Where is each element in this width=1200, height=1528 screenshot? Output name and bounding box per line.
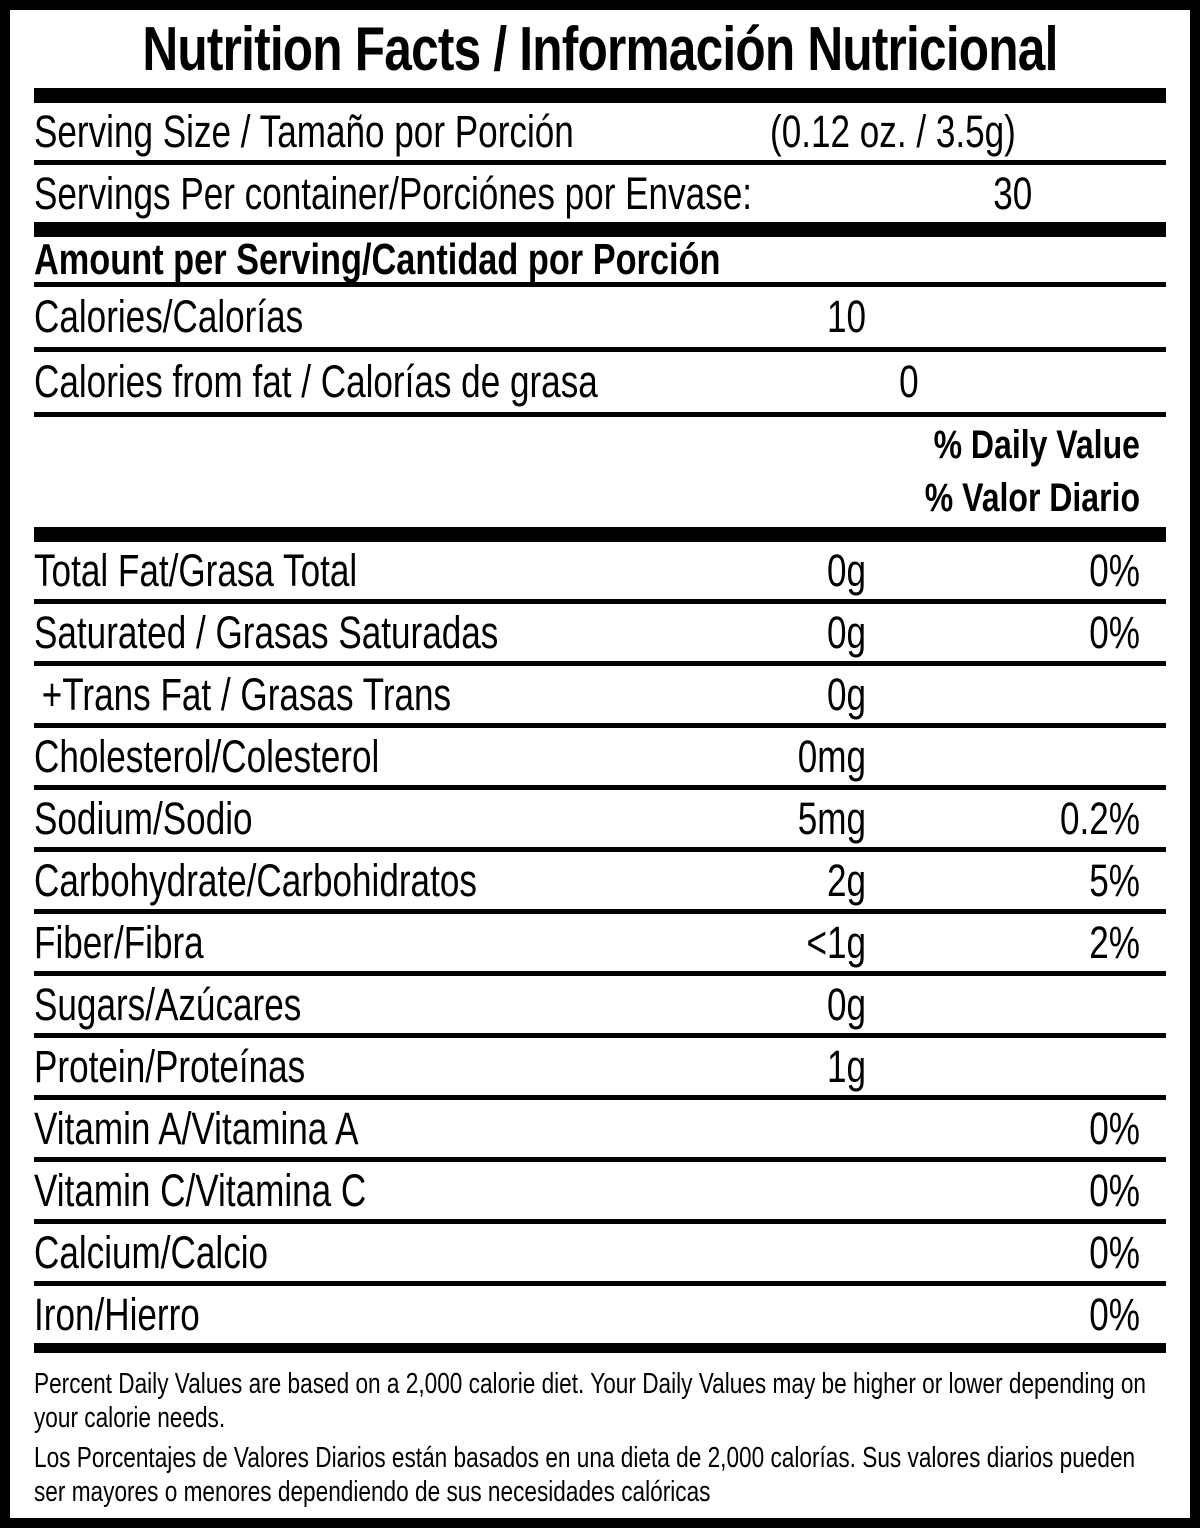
label-title: Nutrition Facts / Información Nutricional xyxy=(142,14,1058,84)
divider-bar-daily-value xyxy=(34,527,1166,542)
table-row xyxy=(34,666,1166,728)
serving-size-value: (0.12 oz. / 3.5g) xyxy=(770,105,1016,157)
nutrient-amount: 5mg xyxy=(797,792,866,844)
label-body xyxy=(10,88,1190,1509)
nutrient-label: Fiber/Fibra xyxy=(34,916,204,968)
table-row xyxy=(34,1100,1166,1162)
table-row xyxy=(34,852,1166,914)
daily-value-heading xyxy=(34,417,1166,527)
divider-bar-footnote xyxy=(34,1343,1166,1353)
nutrient-daily-value: 5% xyxy=(1089,854,1140,906)
nutrient-label: Sugars/Azúcares xyxy=(34,978,302,1030)
nutrient-amount: 0mg xyxy=(797,730,866,782)
nutrient-label: Protein/Proteínas xyxy=(34,1040,306,1092)
nutrient-daily-value: 0% xyxy=(1089,1288,1140,1340)
daily-value-heading-es: % Valor Diario xyxy=(924,476,1140,520)
calories-value: 10 xyxy=(826,291,866,342)
nutrient-amount: 0g xyxy=(826,978,866,1030)
serving-size-label: Serving Size / Tamaño por Porción xyxy=(34,105,574,157)
calories-label: Calories/Calorías xyxy=(34,291,304,342)
nutrient-daily-value: 0% xyxy=(1089,1164,1140,1216)
footnote-text xyxy=(34,1367,1167,1509)
footnote-es: Los Porcentajes de Valores Diarios están basados en una dieta de 2,000 calorías. Sus valores diarios pueden ser mayores o menores dependiendo de sus necesidades calóricas xyxy=(34,1442,1136,1508)
nutrient-label: Sodium/Sodio xyxy=(34,792,253,844)
nutrient-label: Total Fat/Grasa Total xyxy=(34,544,358,596)
nutrient-amount: 0g xyxy=(826,606,866,658)
nutrient-label: Carbohydrate/Carbohidratos xyxy=(34,854,477,906)
label-header xyxy=(10,10,1190,88)
servings-per-container-value: 30 xyxy=(993,167,1033,219)
footnote xyxy=(34,1353,1166,1509)
footnote-en: Percent Daily Values are based on a 2,000 calorie diet. Your Daily Values may be higher or lower depending on your calorie needs. xyxy=(34,1368,1147,1434)
amount-per-serving-label: Amount per Serving/Cantidad por Porción xyxy=(34,234,721,284)
nutrient-amount: 1g xyxy=(826,1040,866,1092)
nutrient-amount: 2g xyxy=(826,854,866,906)
table-row xyxy=(34,976,1166,1038)
nutrient-daily-value: 0% xyxy=(1089,1226,1140,1278)
table-row xyxy=(34,1224,1166,1286)
nutrient-daily-value: 0% xyxy=(1089,544,1140,596)
table-row xyxy=(34,728,1166,790)
amount-per-serving-heading xyxy=(34,234,1166,287)
servings-per-container-row xyxy=(34,165,1166,222)
calories-from-fat-row xyxy=(34,352,1166,417)
table-row xyxy=(34,1162,1166,1224)
nutrient-amount: 0g xyxy=(826,544,866,596)
nutrient-amount: <1g xyxy=(806,916,866,968)
nutrient-label: Calcium/Calcio xyxy=(34,1226,269,1278)
calories-from-fat-value: 0 xyxy=(898,356,919,407)
divider-bar-title xyxy=(34,88,1166,103)
nutrient-amount: 0g xyxy=(826,668,866,720)
table-row xyxy=(34,604,1166,666)
nutrient-daily-value: 2% xyxy=(1089,916,1140,968)
calories-row xyxy=(34,287,1166,352)
nutrient-daily-value: 0.2% xyxy=(1059,792,1140,844)
daily-value-heading-en-line xyxy=(34,419,1140,472)
nutrient-daily-value: 0% xyxy=(1089,1102,1140,1154)
table-row xyxy=(34,790,1166,852)
nutrient-label: +Trans Fat / Grasas Trans xyxy=(41,668,452,720)
serving-size-row xyxy=(34,103,1166,165)
calories-from-fat-label: Calories from fat / Calorías de grasa xyxy=(34,356,598,407)
nutrient-daily-value: 0% xyxy=(1089,606,1140,658)
nutrient-table xyxy=(34,542,1166,1343)
table-row xyxy=(34,542,1166,604)
nutrient-label: Vitamin A/Vitamina A xyxy=(34,1102,359,1154)
table-row xyxy=(34,1286,1166,1343)
table-row xyxy=(34,1038,1166,1100)
daily-value-heading-en: % Daily Value xyxy=(933,423,1140,467)
table-row xyxy=(34,914,1166,976)
nutrient-label: Saturated / Grasas Saturadas xyxy=(34,606,499,658)
nutrient-label: Vitamin C/Vitamina C xyxy=(34,1164,367,1216)
daily-value-heading-es-line xyxy=(34,472,1140,525)
nutrient-label: Cholesterol/Colesterol xyxy=(34,730,380,782)
nutrient-label: Iron/Hierro xyxy=(34,1288,200,1340)
servings-per-container-label: Servings Per container/Porciónes por Envase: xyxy=(34,167,752,219)
